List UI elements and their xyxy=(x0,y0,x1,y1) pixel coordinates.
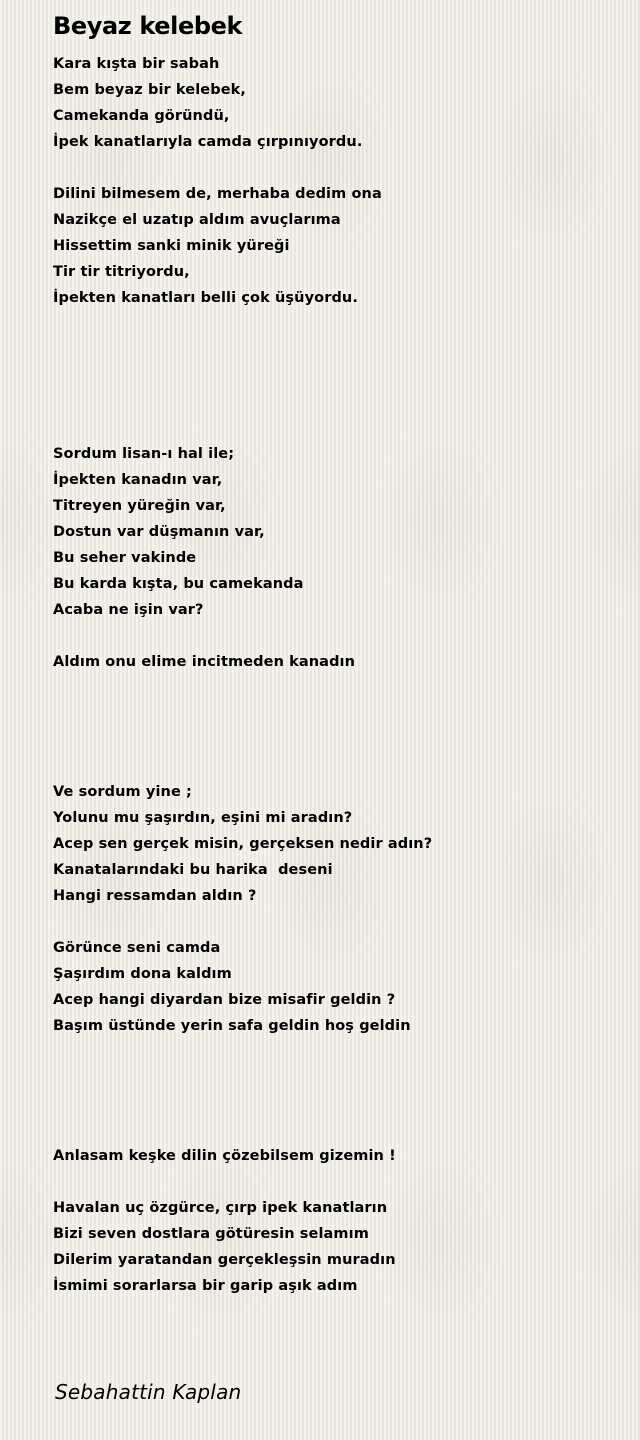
poem-line: Aldım onu elime incitmeden kanadın xyxy=(53,654,356,670)
poem-line: Bu karda kışta, bu camekanda xyxy=(53,576,304,592)
poem-line: Yolunu mu şaşırdın, eşini mi aradın? xyxy=(53,810,353,826)
poem-line: Sordum lisan-ı hal ile; xyxy=(53,446,235,462)
blank-line xyxy=(53,675,613,701)
poem-line: Acep hangi diyardan bize misafir geldin ? xyxy=(53,992,396,1008)
poem-line: İpekten kanatları belli çok üşüyordu. xyxy=(53,290,358,306)
blank-line xyxy=(53,389,613,415)
poem-body xyxy=(53,51,613,1299)
poem-line: Hangi ressamdan aldın ? xyxy=(53,888,257,904)
blank-line xyxy=(53,1169,613,1195)
blank-line xyxy=(53,1039,613,1065)
poem-line: Kara kışta bir sabah xyxy=(53,56,220,72)
blank-line xyxy=(53,415,613,441)
poem-line: Hissettim sanki minik yüreği xyxy=(53,238,290,254)
blank-line xyxy=(53,1117,613,1143)
blank-line xyxy=(53,701,613,727)
poem-line: Bem beyaz bir kelebek, xyxy=(53,82,246,98)
poem-line: Nazikçe el uzatıp aldım avuçlarıma xyxy=(53,212,341,228)
poem-line: İsmimi sorarlarsa bir garip aşık adım xyxy=(53,1278,358,1294)
blank-line xyxy=(53,753,613,779)
poem-line: Bu seher vakinde xyxy=(53,550,197,566)
poem-author: Sebahattin Kaplan xyxy=(55,1380,242,1404)
poem-line: Ve sordum yine ; xyxy=(53,784,192,800)
poem-line: Şaşırdım dona kaldım xyxy=(53,966,232,982)
poem-line: Başım üstünde yerin safa geldin hoş geldin xyxy=(53,1018,411,1034)
poem-line: Görünce seni camda xyxy=(53,940,221,956)
blank-line xyxy=(53,155,613,181)
poem-line: Camekanda göründü, xyxy=(53,108,230,124)
blank-line xyxy=(53,311,613,337)
blank-line xyxy=(53,1091,613,1117)
blank-line xyxy=(53,623,613,649)
poem-line: Acaba ne işin var? xyxy=(53,602,204,618)
poem-line: Havalan uç özgürce, çırp ipek kanatların xyxy=(53,1200,388,1216)
poem-line: Anlasam keşke dilin çözebilsem gizemin ! xyxy=(53,1148,396,1164)
blank-line xyxy=(53,1065,613,1091)
poem-line: Dilini bilmesem de, merhaba dedim ona xyxy=(53,186,382,202)
blank-line xyxy=(53,337,613,363)
poem-line: Dilerim yaratandan gerçekleşsin muradın xyxy=(53,1252,396,1268)
blank-line xyxy=(53,909,613,935)
poem-line: Bizi seven dostlara götüresin selamım xyxy=(53,1226,369,1242)
poem-line: İpek kanatlarıyla camda çırpınıyordu. xyxy=(53,134,363,150)
poem-line: Titreyen yüreğin var, xyxy=(53,498,226,514)
poem-line: Dostun var düşmanın var, xyxy=(53,524,265,540)
poem-line: Kanatalarındaki bu harika deseni xyxy=(53,862,333,878)
poem-line: Acep sen gerçek misin, gerçeksen nedir adın? xyxy=(53,836,433,852)
poem-line: İpekten kanadın var, xyxy=(53,472,223,488)
blank-line xyxy=(53,363,613,389)
poem-title: Beyaz kelebek xyxy=(53,12,243,40)
blank-line xyxy=(53,727,613,753)
poem-line: Tir tir titriyordu, xyxy=(53,264,190,280)
